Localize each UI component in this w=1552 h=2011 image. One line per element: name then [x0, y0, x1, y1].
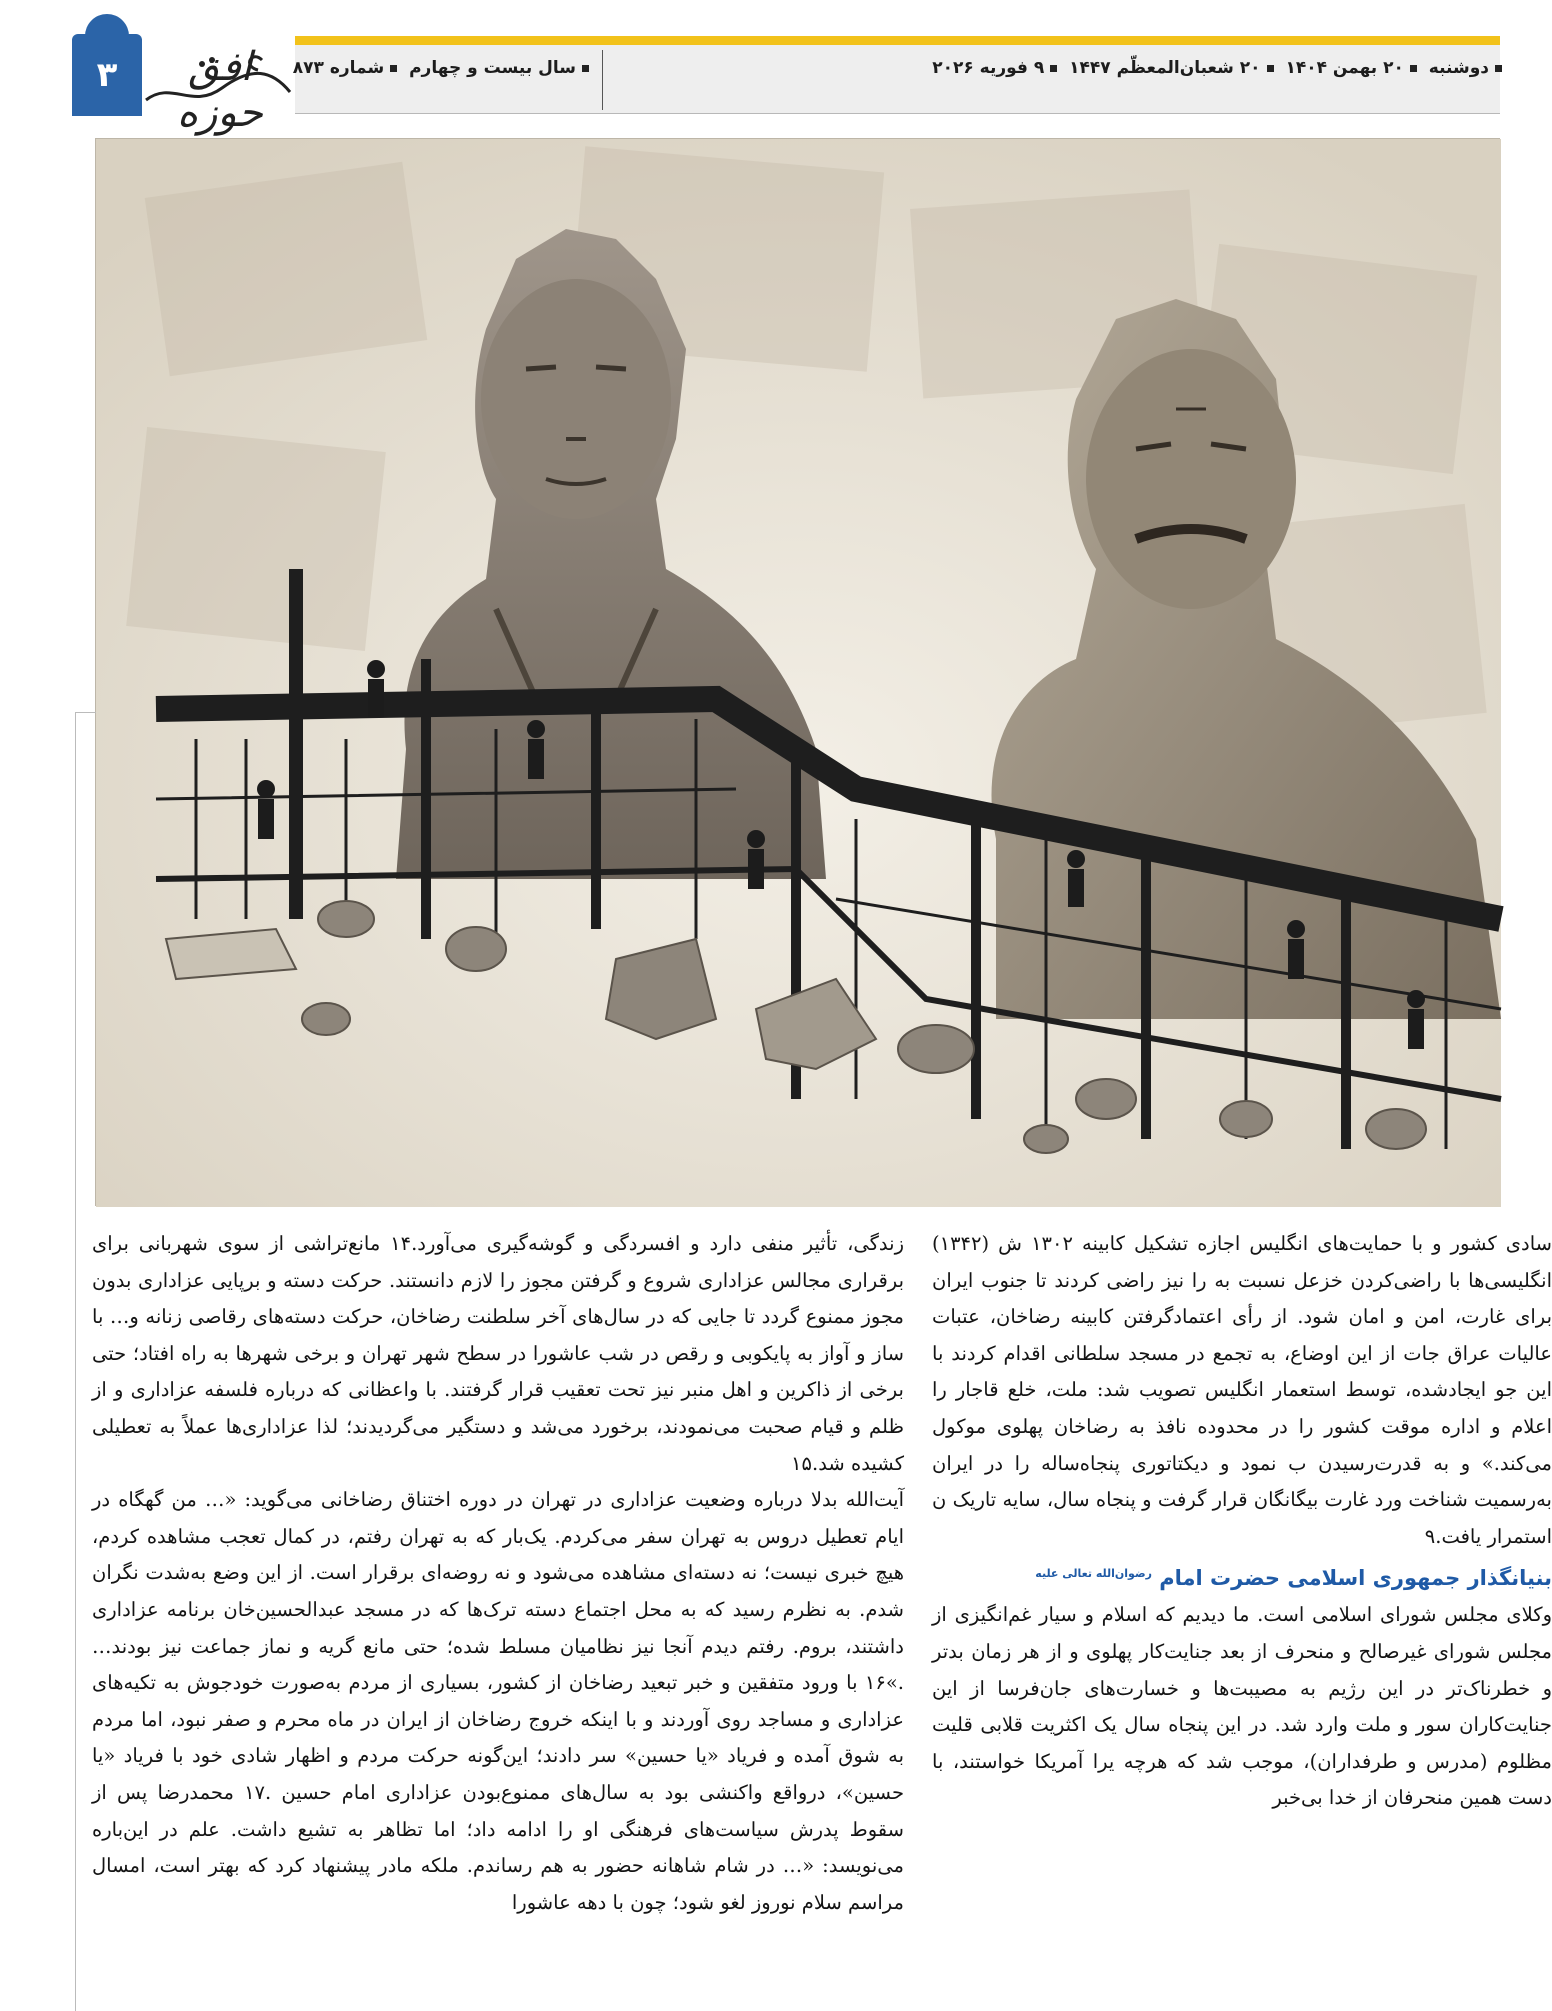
date-lunar: ۲۰ شعبان‌المعظّم ۱۴۴۷ [1069, 58, 1261, 78]
bullet-icon [1410, 65, 1417, 72]
article-paragraph: وکلای مجلس شورای اسلامی است. ما دیدیم که اسلام و سیار غم‌انگیزی از مجلس شورای غیرصالح و منحرف از بعد جنایت‌کار پهلوی و از هر زمان بدتر و خطرناک‌تر در این رژیم به مصیبت‌ها و خسارت‌های جان‌فرسا از این جنایت‌کاران سور و ملت وارد شد. در این پنجاه سال یک اکثریت قلابی قلیت مظلوم (مدرس و طرفداران)، موجب شد که هرچه یرا آمریکا خواستند، با دست همین منحرفان از خدا بی‌خبر [932, 1603, 1552, 1810]
header-accent-bar [295, 36, 1500, 45]
subheading-honorific: رضوان‌الله تعالی علیه [1035, 1567, 1152, 1581]
bullet-icon [1495, 65, 1502, 72]
bullet-icon [582, 65, 589, 72]
feature-illustration [95, 138, 1500, 1206]
header-divider [602, 50, 603, 110]
bullet-icon [1050, 65, 1057, 72]
article-paragraph: آیت‌الله بدلا درباره وضعیت عزاداری در تهران در دوره اختناق رضاخانی می‌گوید: «… من گهگاه در ایام تعطیل دروس به تهران سفر می‌کردم. یک‌بار که به تهران رفتم، در کمال تعجب مشاهده کردم، هیچ خبری نیست؛ نه دسته‌ای مشاهده می‌شود و نه روضه‌ای برقرار است. از این وضع به‌شدت نگران شدم. به نظرم رسید که به محل اجتماع دسته ترک‌ها که در مسجد عبدالحسین‌خان برنامه عزاداری داشتند، بروم. رفتم دیدم آنجا نیز نظامیان مسلط شده؛ حتی مانع گریه و نماز جماعت نیز بودند… .»۱۶ با ورود متفقین و خبر تبعید رضاخان از کشور، بسیاری از مردم به‌صورت خودجوش به تکیه‌های عزاداری و مساجد روی آوردند و با اینکه خروج رضاخان از ایران در ماه محرم و صفر نبود، اما مردم به شوق آمده و فریاد «یا حسین» سر دادند؛ این‌گونه حرکت مردم و اظهار شادی خود با فریاد «یا حسین»، درواقع واکنشی بود به سال‌های ممنوع‌بودن عزاداری امام حسین .۱۷ محمدرضا پس از سقوط پدرش سیاست‌های فرهنگی او را ادامه داد؛ اما تظاهر به تشیع داشت. علم در این‌باره می‌نویسد: «… در شام شاهانه حضور به هم رساندم. ملکه مادر پیشنهاد کرد که بهتر است، امسال مراسم سلام نوروز لغو شود؛ چون با دهه عاشورا [92, 1488, 904, 1914]
issue-number: شماره ۸۷۳ [292, 58, 385, 78]
date-gregorian: ۹ فوریه ۲۰۲۶ [932, 58, 1045, 78]
illustration-artwork [96, 139, 1501, 1207]
issue-date-line [618, 58, 1508, 78]
article-column-left [92, 1226, 904, 2010]
article-paragraph: سادی کشور و با حمایت‌های انگلیس اجازه تشکیل کابینه ۱۳۰۲ ش (۱۳۴۲) انگلیسی‌ها با راضی‌کردن خزعل نسبت به را نیز راضی کردند تا جنوب ایران برای غارت، امن و امان شود. از رأی اعتمادگرفتن کابینه رضاخان، عتبات عالیات عراق جات از این اوضاع، به تجمع در مسجد سلطانی اقدام کردند با این جو ایجادشده، توسط استعمار انگلیس تصویب شد: ملت، خلع قاجار را اعلام و اداره موقت کشور را در محدوده نافذ به رضاخان پهلوی موکول می‌کند.» و به قدرت‌رسیدن ب نمود و دیکتاتوری پنجاه‌ساله را در ایران به‌رسمیت شناخت ورد غارت بیگانگان قرار گرفت و پنجاه سال، سایه تاریک ن استمرار یافت.۹ [932, 1232, 1552, 1548]
masthead-logo-text: افق حوزه [177, 44, 263, 136]
bullet-icon [390, 65, 397, 72]
article-column-right [932, 1226, 1552, 2010]
article-paragraph: زندگی، تأثیر منفی دارد و افسردگی و گوشه‌گیری می‌آورد.۱۴ مانع‌تراشی از سوی شهربانی برای برقراری مجالس عزاداری شروع و گرفتن مجوز را لازم دانستند. حرکت دسته و برپایی عزاداری بدون مجوز ممنوع گردد تا جایی که در سال‌های آخر سلطنت رضاخان، حرکت دسته‌های رقاصی زنانه و… با ساز و آواز به پایکوبی و رقص در شب عاشورا در سطح شهر تهران و برخی شهرها به راه افتاد؛ حتی برخی از ذاکرین و اهل منبر نیز تحت تعقیب قرار گرفتند. با واعظانی که درباره فلسفه عزاداری و از ظلم و قیام صحبت می‌نمودند، برخورد می‌شد و دستگیر می‌گردیدند؛ لذا عزاداری‌ها عملاً به تعطیلی کشیده شد.۱۵ [92, 1232, 904, 1475]
page-number: ۳ [96, 55, 118, 95]
date-solar: ۲۰ بهمن ۱۴۰۴ [1285, 58, 1404, 78]
page-number-badge [72, 34, 142, 116]
issue-year: سال بیست و چهارم [409, 58, 576, 78]
subheading-text: بنیانگذار جمهوری اسلامی حضرت امام [1159, 1566, 1552, 1591]
weekday: دوشنبه [1428, 58, 1489, 78]
header-band [292, 45, 1500, 114]
bullet-icon [1267, 65, 1274, 72]
section-subheading [932, 1555, 1552, 1597]
issue-meta-line [292, 58, 595, 78]
